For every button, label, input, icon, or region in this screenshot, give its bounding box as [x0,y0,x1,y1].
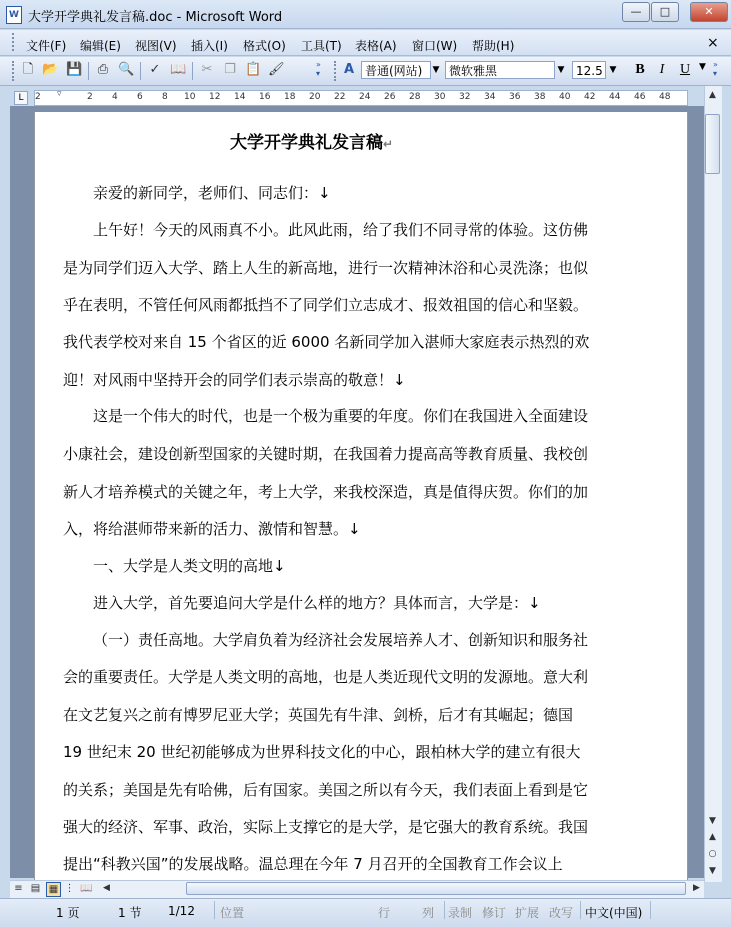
outline-view-icon[interactable]: ⋮ [64,883,75,894]
normal-view-icon[interactable]: ≡ [14,883,23,894]
status-divider [214,901,215,919]
ruler-tick: 48 [659,92,671,102]
scroll-up-icon[interactable]: ▲ [709,90,716,100]
open-folder-icon[interactable]: 📂 [42,62,59,77]
chevron-down-icon[interactable]: ▼ [557,65,565,75]
indent-marker[interactable]: ▿ [57,89,62,99]
vertical-scroll-thumb[interactable] [705,114,720,174]
status-position: 位置 [220,906,245,920]
menu-edit[interactable]: 编辑(E) [80,39,121,53]
menu-insert[interactable]: 插入(I) [191,39,228,53]
ruler-tick: 36 [509,92,521,102]
ruler-tick: 42 [584,92,596,102]
ruler-tick: 2 [35,92,41,102]
status-record[interactable]: 录制 [448,906,473,920]
toolbar-options-icon[interactable]: » ▾ [713,60,718,78]
status-divider [650,901,651,919]
ruler-tick: 44 [609,92,621,102]
document-line: 上午好！今天的风雨真不小。此风此雨，给了我们不同寻常的体验。这仿佛 [93,221,589,239]
cut-icon[interactable]: ✂ [201,62,213,77]
paragraph-mark-icon: ↵ [383,137,394,151]
document-line: 进入大学，首先要追问大学是什么样的地方？具体而言，大学是：↓ [93,594,541,612]
bold-button[interactable]: B [635,62,645,77]
document-line: 19 世纪末 20 世纪初能够成为世界科技文化的中心，跟柏林大学的建立有很大 [63,743,581,761]
document-line: （一）责任高地。大学肩负着为经济社会发展培养人才、创新知识和服务社 [93,631,589,649]
print-layout-view-icon[interactable]: ▦ [46,882,61,897]
status-line: 行 [378,906,391,920]
horizontal-ruler[interactable] [34,90,688,106]
horizontal-scroll-thumb[interactable] [186,882,686,895]
next-page-icon[interactable]: ▼ [709,866,716,876]
ruler-tick: 12 [209,92,221,102]
status-extend[interactable]: 扩展 [515,906,540,920]
copy-icon[interactable]: ❐ [224,62,236,77]
ruler-tick: 40 [559,92,571,102]
ruler-tick: 18 [284,92,296,102]
ruler-tick: 24 [359,92,371,102]
status-language[interactable]: 中文(中国) [585,906,643,920]
menu-help[interactable]: 帮助(H) [472,39,515,53]
window-title: 大学开学典礼发言稿.doc - Microsoft Word [28,10,283,25]
font-select[interactable]: 微软雅黑 [445,61,555,79]
format-painter-icon[interactable]: 🖌 [268,62,285,77]
spelling-icon[interactable]: ✓ [149,62,161,77]
select-browse-object-icon[interactable]: ○ [708,849,717,859]
print-icon[interactable]: ⎙ [97,62,109,77]
ruler-tick: 4 [112,92,118,102]
word-app-icon[interactable]: W [6,6,22,24]
ruler-tick: 6 [137,92,143,102]
toolbar-divider [140,62,141,80]
ruler-tick: 2 [87,92,93,102]
chevron-down-icon[interactable]: ▼ [699,62,706,72]
ruler-tick: 30 [434,92,446,102]
status-section: 1 节 [118,906,142,920]
scroll-right-icon[interactable]: ▶ [693,883,700,893]
menu-format[interactable]: 格式(O) [243,39,286,53]
web-view-icon[interactable]: ▤ [30,883,41,894]
document-line: 入，将给湛师带来新的活力、激情和智慧。↓ [63,520,361,538]
underline-button[interactable]: U [679,62,691,77]
print-preview-icon[interactable]: 🔍 [118,62,135,77]
ruler-tick: 14 [234,92,246,102]
document-line: 乎在表明，不管任何风雨都抵挡不了同学们立志成才、报效祖国的信心和坚毅。 [63,296,589,314]
toolbar-grip[interactable] [12,61,17,81]
new-document-icon[interactable]: 🗋 [22,62,34,77]
document-line: 是为同学们迈入大学、踏上人生的新高地，进行一次精神沐浴和心灵洗涤；也似 [63,259,589,277]
document-line: 亲爱的新同学，老师们、同志们：↓ [93,184,331,202]
menu-file[interactable]: 文件(F) [26,39,67,53]
toolbar-divider [88,62,89,80]
tab-selector[interactable]: L [14,91,28,105]
status-divider [444,901,445,919]
document-line: 新人才培养模式的关键之年，考上大学，来我校深造，真是值得庆贺。你们的加 [63,483,589,501]
status-page-count: 1/12 [168,904,195,918]
save-icon[interactable]: 💾 [66,62,83,77]
maximize-icon[interactable]: □ [651,2,679,22]
document-line: 我代表学校对来自 15 个省区的近 6000 名新同学加入湛师大家庭表示热烈的欢 [63,333,590,351]
style-select[interactable]: 普通(网站) [361,61,431,79]
status-page: 1 页 [56,906,80,920]
status-track-changes[interactable]: 修订 [482,906,507,920]
ruler-tick: 10 [184,92,196,102]
ruler-tick: 16 [259,92,271,102]
ruler-tick: 38 [534,92,546,102]
menu-table[interactable]: 表格(A) [355,39,397,53]
ruler-tick: 26 [384,92,396,102]
research-icon[interactable]: 📖 [170,62,187,77]
ruler-tick: 28 [409,92,421,102]
styles-pane-icon[interactable]: A [343,62,355,77]
italic-button[interactable]: I [659,62,665,77]
menu-window[interactable]: 窗口(W) [412,39,458,53]
ruler-tick: 34 [484,92,496,102]
document-line: 提出“科教兴国”的发展战略。温总理在今年 7 月召开的全国教育工作会议上 [63,855,563,873]
document-title: 大学开学典礼发言稿↵ [230,133,394,153]
status-column: 列 [422,906,435,920]
menu-grip[interactable] [12,33,17,51]
scroll-down-icon[interactable]: ▼ [709,816,716,826]
document-line: 小康社会，建设创新型国家的关键时期，在我国着力提高高等教育质量、我校创 [63,445,589,463]
status-divider [580,901,581,919]
menu-view[interactable]: 视图(V) [135,39,177,53]
document-line: 在文艺复兴之前有博罗尼亚大学；英国先有牛津、剑桥，后才有其崛起；德国 [63,706,574,724]
toolbar-grip[interactable] [334,61,339,81]
menu-tools[interactable]: 工具(T) [301,39,342,53]
toolbar-options-icon[interactable]: » ▾ [316,60,321,78]
chevron-down-icon[interactable]: ▼ [609,65,617,75]
status-overtype[interactable]: 改写 [549,906,574,920]
reading-view-icon[interactable]: 📖 [80,883,93,894]
document-line: 的关系；美国是先有哈佛，后有国家。美国之所以有今天，我们表面上看到是它 [63,781,589,799]
close-document-icon[interactable]: × [707,35,719,51]
scroll-left-icon[interactable]: ◀ [103,883,110,893]
document-line: 强大的经济、军事、政治，实际上支撑它的是大学，是它强大的教育系统。我国 [63,818,589,836]
close-window-icon[interactable]: ✕ [690,2,728,22]
paste-icon[interactable]: 📋 [245,62,262,77]
document-line: 迎！对风雨中坚持开会的同学们表示崇高的敬意！↓ [63,371,406,389]
ruler-tick: 20 [309,92,321,102]
document-line: 这是一个伟大的时代，也是一个极为重要的年度。你们在我国进入全面建设 [93,407,589,425]
vertical-scrollbar[interactable] [704,86,722,882]
toolbar-divider [192,62,193,80]
chevron-down-icon[interactable]: ▼ [432,65,440,75]
document-line: 一、大学是人类文明的高地↓ [93,557,286,575]
font-size-select[interactable]: 12.5 [572,61,606,79]
ruler-tick: 32 [459,92,471,102]
ruler-tick: 8 [162,92,168,102]
ruler-tick: 22 [334,92,346,102]
document-line: 会的重要责任。大学是人类文明的高地，也是人类近现代文明的发源地。意大利 [63,668,589,686]
previous-page-icon[interactable]: ▲ [709,832,716,842]
ruler-tick: 46 [634,92,646,102]
minimize-icon[interactable]: — [622,2,650,22]
